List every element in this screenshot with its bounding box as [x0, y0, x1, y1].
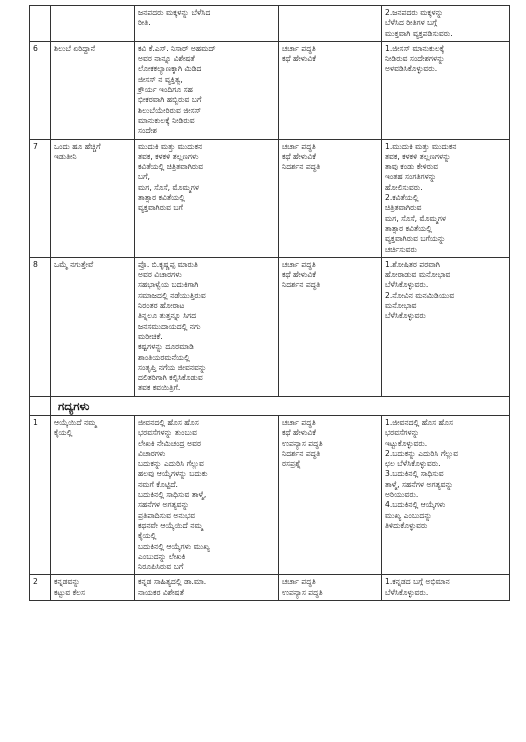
lesson-content-line: ಪ್ರೊ. ಬಿ.ಕೃಷ್ಣಪ್ಪ ಮಾರುತಿ — [138, 259, 198, 269]
teaching-method-line: ಕಥೆ ಹೇಳುವಿಕೆ — [282, 270, 316, 280]
lesson-title-cell — [51, 415, 135, 574]
learning-outcome-line: ಅರಿಯುವರು. — [385, 490, 419, 500]
lesson-content-line: ಭರವಸೆಗಳನ್ನು ತುಂಬುವ — [138, 428, 197, 438]
lesson-number: 2 — [30, 575, 51, 601]
lesson-content-line: ಕಷ್ಟಗಳನ್ನು ದೂರಮಾಡಿ — [138, 342, 194, 352]
learning-outcome-line: ಚಿತ್ರಿತವಾಗಿರುವ — [385, 203, 422, 213]
teaching-method-line: ನಿದರ್ಶನ ಪದ್ಧತಿ — [282, 448, 321, 458]
lesson-content-line: ಕವಿ ಕೆ.ಎಸ್. ನಿಸಾರ್ ಅಹಮದ್ — [138, 43, 216, 53]
table-row — [30, 415, 510, 574]
learning-outcome-line: ಭರವಸೆಗಳನ್ನು — [385, 428, 420, 438]
lesson-title-cell — [51, 41, 135, 139]
learning-outcome-line: ಚರ್ಚಿಸುವರು — [385, 244, 417, 254]
section-row — [30, 396, 510, 415]
lesson-content-line: ಮರೀಚಿಕೆ. — [138, 331, 163, 341]
lesson-content-line: ಜೀವನದಲ್ಲಿ ಹೊಸ ಹೊಸ — [138, 417, 199, 427]
lesson-content-line: ರೀತಿ. — [138, 18, 151, 28]
lesson-content-line: ಬದುಕಿನಲ್ಲಿ ಆಯ್ಕೆಗಳು ಮುಖ್ಯ — [138, 541, 210, 551]
lesson-content-line: ಬಗೆ, — [138, 172, 150, 182]
lesson-content-line: ತಿನ್ನಲೂ ತುತ್ತನ್ನೂ ಸಿಗದ — [138, 311, 197, 321]
learning-outcome-cell — [382, 139, 510, 257]
lesson-content-line: ಲೇಖಕಿ ನೇಮಿಚಂದ್ರ ಅವರ — [138, 438, 201, 448]
lesson-content-line: ಪ್ರತಿಪಾದಿಸುವ ಅನುಭವ — [138, 510, 196, 520]
lesson-content-line: ಹಲವು ಆಯ್ಕೆಗಳನ್ನು ಬದುಕು — [138, 469, 208, 479]
teaching-method-line: ಉಪನ್ಯಾಸ ಪದ್ಧತಿ — [282, 587, 323, 597]
lesson-content-line: ದಲಿತರಿಗಾಗಿ ಕಲ್ಪಿಸಿಕೊಡುವ — [138, 373, 203, 383]
section-title: ಗದ್ಯಗಳು — [58, 398, 90, 413]
teaching-method-line: ಉಪನ್ಯಾಸ ಪದ್ಧತಿ — [282, 438, 323, 448]
lesson-content-line: ಅವರ ನಾನ್ನೂ ವಿಶೇಷತೆ — [138, 54, 195, 64]
lesson-content-line: ಸಮಾಜದಲ್ಲಿ ನಡೆಯುತ್ತಿರುವ — [138, 290, 206, 300]
lesson-title-line: ಶಿಲುಬೆ ಏರಿದ್ದಾನೆ — [54, 43, 96, 53]
section-header — [30, 396, 510, 415]
learning-outcome-line: 2.ಕವಿತೆಯಲ್ಲಿ — [385, 193, 419, 203]
lesson-title-line: ಕನ್ನಡವನ್ನು — [54, 577, 81, 587]
lesson-content-line: ನಿರೂಪಿಸಿರುವ ಬಗೆ — [138, 562, 184, 572]
lesson-number — [30, 6, 51, 42]
learning-outcome-line: ತವಕ, ಕಳಕಳಿ ತಲ್ಲಣಗಳನ್ನು — [385, 151, 451, 161]
learning-outcome-line: 1.ಮುದುಕಿ ಮತ್ತು ಮುದುಕನ — [385, 141, 457, 151]
learning-outcome-cell — [382, 575, 510, 601]
lesson-content-line: ಕಥನವೇ ಆಯ್ಕೆಯಿದೆ ನಮ್ಮ — [138, 520, 203, 530]
table-row — [30, 139, 510, 257]
learning-outcome-cell — [382, 6, 510, 42]
teaching-method-cell — [279, 415, 382, 574]
lesson-plan-table — [29, 5, 510, 601]
lesson-number: 6 — [30, 41, 51, 139]
learning-outcome-line: ನೀಡಿರುವ ಸಂದೇಶಗಳನ್ನು — [385, 54, 445, 64]
lesson-content-line: ತವಕ ಕವಯಿತ್ರಿಗೆ. — [138, 383, 181, 393]
learning-outcome-line: ತಾತ್ಸಾರ ಕವಿತೆಯಲ್ಲಿ — [385, 223, 432, 233]
lesson-content-line: ಸಹನೆಗಳ ಅಗತ್ಯವನ್ನು — [138, 500, 190, 510]
learning-outcome-line: 2.ನೋವಿನ ಮನಮಿಡಿಯುವ — [385, 290, 455, 300]
teaching-method-cell — [279, 257, 382, 396]
teaching-method-line: ಚರ್ಚಾ ಪದ್ಧತಿ — [282, 259, 316, 269]
teaching-method-line: ಕಥೆ ಹೇಳುವಿಕೆ — [282, 54, 316, 64]
learning-outcome-line: ಅಳವಡಿಸಿಕೊಳ್ಳುವರು. — [385, 64, 438, 74]
section-number-cell — [30, 396, 51, 415]
lesson-number: 7 — [30, 139, 51, 257]
lesson-content-line: ಕ್ರೌರ್ಯ ಇಂದಿಗೂ ಸಹ — [138, 85, 193, 95]
table-body-poems — [30, 6, 510, 397]
lesson-content-line: ಜನಪದರು ಮಕ್ಕಳನ್ನು ಬೆಳೆಸಿದ — [138, 8, 211, 17]
lesson-number: 8 — [30, 257, 51, 396]
learning-outcome-line: ತಾವು ಕಂಡು ಕೇಳಿರುವ — [385, 162, 439, 172]
learning-outcome-line: 3.ಬದುಕಿನಲ್ಲಿ ಸಾಧಿಸುವ — [385, 469, 444, 479]
learning-outcome-line: ಇಂತಹ ಸಂಗತಿಗಳನ್ನು — [385, 172, 437, 182]
lesson-content-line: ಸಂತೃಪ್ತಿ ನಗೆಯ ಜೀವನವನ್ನು — [138, 362, 207, 372]
table-body-prose — [30, 415, 510, 600]
learning-outcome-line: ಬೆಳೆಸಿಕೊಳ್ಳುವರು. — [385, 587, 429, 597]
lesson-content-line: ಕೈಯಲ್ಲಿ — [138, 531, 157, 541]
lesson-title-cell — [51, 257, 135, 396]
lesson-number: 1 — [30, 415, 51, 574]
learning-outcome-line: 1.ಜೀಸಸ್ ಮಾನುಕುಲಕ್ಕೆ — [385, 43, 445, 53]
learning-outcome-line: ಮನೋಭಾವ — [385, 301, 417, 311]
lesson-content-line: ವಿಚಾರಗಳು — [138, 448, 166, 458]
learning-outcome-line: ತಾಳ್ಮೆ, ಸಹನೆಗಳ ಅಗತ್ಯವನ್ನು — [385, 479, 454, 489]
lesson-content-line: ನಮಗೆ ಕೊಟ್ಟಿದೆ. — [138, 479, 178, 489]
learning-outcome-cell — [382, 415, 510, 574]
learning-outcome-line: 1.ಕನ್ನಡದ ಬಗ್ಗೆ ಅಭಿಮಾನ — [385, 577, 450, 587]
learning-outcome-line: ವ್ಯಕ್ತವಾಗಿರುವ ಬಗೆಯನ್ನು — [385, 234, 446, 244]
teaching-method-cell — [279, 6, 382, 42]
teaching-method-line: ರಸಪ್ರಶ್ನೆ — [282, 459, 301, 469]
learning-outcome-line: ಹೋಲಿಸುವರು. — [385, 182, 423, 192]
lesson-content-line: ಅವರ ವಿಚಾರಗಳು — [138, 270, 182, 280]
learning-outcome-line: ಮಗ, ಸೊಸೆ, ಮೊಮ್ಮಗಳ — [385, 213, 447, 223]
lesson-content-cell — [135, 575, 279, 601]
lesson-content-line: ಬದುಕಿನಲ್ಲಿ ಸಾಧಿಸುವ ತಾಳ್ಮೆ, — [138, 490, 207, 500]
lesson-title-line: ಆಯ್ಕೆಯಿದೆ ನಮ್ಮ — [54, 417, 97, 427]
lesson-content-line: ಎಂಬುದನ್ನು ಲೇಖಕಿ — [138, 551, 186, 561]
learning-outcome-line: ಛಲ ಬೆಳೆಸಿಕೊಳ್ಳುವರು. — [385, 459, 441, 469]
learning-outcome-line: 2.ಬದುಕನ್ನು ಎದುರಿಸಿ ಗೆಲ್ಲುವ — [385, 448, 459, 458]
lesson-content-line: ಸಂದೇಶ — [138, 126, 157, 136]
learning-outcome-line: ಹೋರಾಡುವ ಮನೋಭಾವ — [385, 270, 451, 280]
learning-outcome-line: ಬೆಳೆಸಿದ ರೀತಿಗಳ ಬಗ್ಗೆ — [385, 18, 438, 28]
lesson-content-line: ಕನ್ನಡ ಸಾಹಿತ್ಯದಲ್ಲಿ ಡಾ.ಮಾ. — [138, 577, 207, 587]
lesson-content-line: ಶಿಲುಬೆಯೇರಿರುವ ಜೀಸಸ್ — [138, 105, 202, 115]
table-row — [30, 41, 510, 139]
learning-outcome-line: ಬೆಳೆಸಿಕೊಳ್ಳುವರು — [385, 311, 426, 321]
lesson-content-line: ಮಾನುಕುಲಕ್ಕೆ ನೀಡಿರುವ — [138, 115, 195, 125]
teaching-method-cell — [279, 139, 382, 257]
lesson-content-line: ಮುದುಕಿ ಮತ್ತು ಮುದುಕನ — [138, 141, 203, 151]
lesson-content-line: ತವಕ, ಕಳಕಳಿ ತಲ್ಲಣಗಳು — [138, 151, 199, 161]
learning-outcome-line: 1.ಶೋಷಿತರ ಪರವಾಗಿ — [385, 259, 440, 269]
learning-outcome-line: 4.ಬದುಕಿನಲ್ಲಿ ಆಯ್ಕೆಗಳು — [385, 500, 446, 510]
lesson-content-line: ನಾಯಕರ ವಿಶೇಷತೆ — [138, 587, 184, 597]
lesson-title-line: ಒಂದು ಹೂ ಹೆಚ್ಚಿಗೆ — [54, 141, 101, 151]
teaching-method-cell — [279, 575, 382, 601]
teaching-method-line: ನಿದರ್ಶನ ಪದ್ಧತಿ — [282, 162, 321, 172]
lesson-title-cell — [51, 139, 135, 257]
lesson-content-line: ಭೀಕರವಾಗಿ ಹಬ್ಬಿರುವ ಬಗೆ — [138, 95, 202, 105]
lesson-content-cell — [135, 139, 279, 257]
lesson-content-line: ತಾತ್ಸಾರ ಕವಿತೆಯಲ್ಲಿ — [138, 193, 185, 203]
learning-outcome-cell — [382, 41, 510, 139]
table-row — [30, 257, 510, 396]
lesson-content-cell — [135, 6, 279, 42]
lesson-content-line: ನಿರಂತರ ಹೋರಾಟ — [138, 301, 185, 311]
section-title-cell — [51, 396, 510, 415]
lesson-content-line: ಲೋಕಕಲ್ಯಾಣಕ್ಕಾಗಿ ಮಿಡಿದ — [138, 64, 202, 74]
lesson-title-cell — [51, 6, 135, 42]
lesson-content-line: ಕವಿತೆಯಲ್ಲಿ ಚಿತ್ರಿತವಾಗಿರುವ — [138, 162, 204, 172]
teaching-method-cell — [279, 41, 382, 139]
lesson-content-line: ಜೀಸಸ್ ನ ವ್ಯಕ್ತಿತ್ವ, — [138, 74, 183, 84]
learning-outcome-cell — [382, 257, 510, 396]
lesson-content-cell — [135, 41, 279, 139]
table-row — [30, 575, 510, 601]
teaching-method-line: ಕಥೆ ಹೇಳುವಿಕೆ — [282, 428, 316, 438]
learning-outcome-line: ಇಟ್ಟುಕೊಳ್ಳುವರು. — [385, 438, 428, 448]
lesson-content-cell — [135, 257, 279, 396]
lesson-content-line: ಮಗ, ಸೊಸೆ, ಮೊಮ್ಮಗಳ — [138, 182, 200, 192]
lesson-content-line: ಶಾಂತಿಯರಮನೆಯಲ್ಲಿ — [138, 352, 190, 362]
learning-outcome-line: 1.ಜೀವನದಲ್ಲಿ ಹೊಸ ಹೊಸ — [385, 417, 453, 427]
learning-outcome-line: ಮುಕ್ತವಾಗಿ ವ್ಯಕ್ತಪಡಿಸುವರು. — [385, 28, 453, 38]
lesson-content-line: ವ್ಯಕ್ತವಾಗಿರುವ ಬಗೆ — [138, 203, 183, 213]
teaching-method-line: ಚರ್ಚಾ ಪದ್ಧತಿ — [282, 43, 316, 53]
teaching-method-line: ಕಥೆ ಹೇಳುವಿಕೆ — [282, 151, 316, 161]
learning-outcome-line: ಮುಖ್ಯ ಎಂಬುದನ್ನು — [385, 510, 432, 520]
lesson-title-line: ಕೈಯಲ್ಲಿ — [54, 428, 73, 438]
teaching-method-line: ಚರ್ಚಾ ಪದ್ಧತಿ — [282, 141, 316, 151]
lesson-content-line: ಸಹಭಾಳ್ವೆಯ ಬದುಕಿಗಾಗಿ — [138, 280, 199, 290]
lesson-title-cell — [51, 575, 135, 601]
teaching-method-line: ನಿದರ್ಶನ ಪದ್ಧತಿ — [282, 280, 321, 290]
lesson-content-line: ಬದುಕನ್ನು ಎದುರಿಸಿ ಗೆಲ್ಲುವ — [138, 459, 204, 469]
lesson-title-line: ಕಟ್ಟುವ ಕೆಲಸ — [54, 587, 86, 597]
teaching-method-line: ಚರ್ಚಾ ಪದ್ಧತಿ — [282, 577, 316, 587]
table-row — [30, 6, 510, 42]
lesson-title-line: ಇಡುತೀನಿ — [54, 151, 77, 161]
teaching-method-line: ಚರ್ಚಾ ಪದ್ಧತಿ — [282, 417, 316, 427]
lesson-content-line: ಜನಸಮುದಾಯದಲ್ಲಿ ನಗು — [138, 321, 201, 331]
lesson-title-line: ಒಮ್ಮೆ ನಗುತ್ತೇವೆ — [54, 259, 94, 269]
learning-outcome-line: ತಿಳಿದುಕೊಳ್ಳುವರು — [385, 520, 428, 530]
learning-outcome-line: ಬೆಳೆಸಿಕೊಳ್ಳುವರು. — [385, 280, 429, 290]
learning-outcome-line: 2.ಜನಪದರು ಮಕ್ಕಳನ್ನು — [385, 8, 444, 17]
lesson-content-cell — [135, 415, 279, 574]
